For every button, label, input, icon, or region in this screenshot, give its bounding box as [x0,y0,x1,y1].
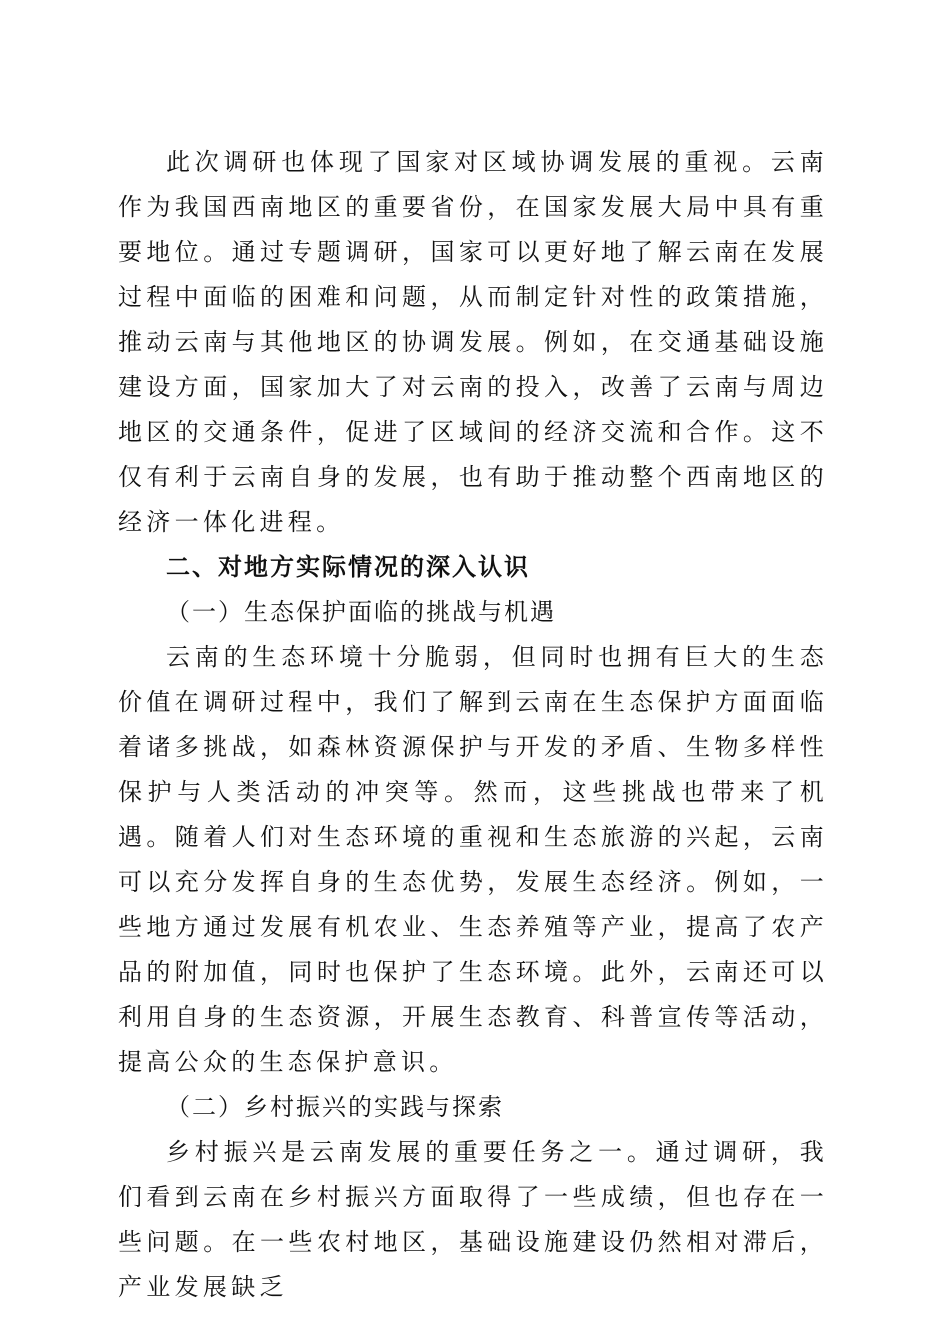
paragraph-regional-development: 此次调研也体现了国家对区域协调发展的重视。云南作为我国西南地区的重要省份，在国家发展大局中具有重要地位。通过专题调研，国家可以更好地了解云南在发展过程中面临的困难和问题，从而制定针对性的政策措施，推动云南与其他地区的协调发展。例如，在交通基础设施建设方面，国家加大了对云南的投入，改善了云南与周边地区的交通条件，促进了区域间的经济交流和合作。这不仅有利于云南自身的发展，也有助于推动整个西南地区的经济一体化进程。 [118,148,828,536]
paragraph-ecology: 云南的生态环境十分脆弱，但同时也拥有巨大的生态价值在调研过程中，我们了解到云南在生态保护方面面临着诸多挑战，如森林资源保护与开发的矛盾、生物多样性保护与人类活动的冲突等。然而，这些挑战也带来了机遇。随着人们对生态环境的重视和生态旅游的兴起，云南可以充分发挥自身的生态优势，发展生态经济。例如，一些地方通过发展有机农业、生态养殖等产业，提高了农产品的附加值，同时也保护了生态环境。此外，云南还可以利用自身的生态资源，开展生态教育、科普宣传等活动，提高公众的生态保护意识。 [118,643,828,1076]
subheading-rural-revitalization: （二）乡村振兴的实践与探索 [166,1093,504,1121]
document-body [118,140,828,1310]
subheading-ecology: （一）生态保护面临的挑战与机遇 [166,598,556,626]
section-heading: 二、对地方实际情况的深入认识 [166,553,530,581]
paragraph-rural-revitalization: 乡村振兴是云南发展的重要任务之一。通过调研，我们看到云南在乡村振兴方面取得了一些成绩，但也存在一些问题。在一些农村地区，基础设施建设仍然相对滞后，产业发展缺乏 [118,1138,828,1301]
